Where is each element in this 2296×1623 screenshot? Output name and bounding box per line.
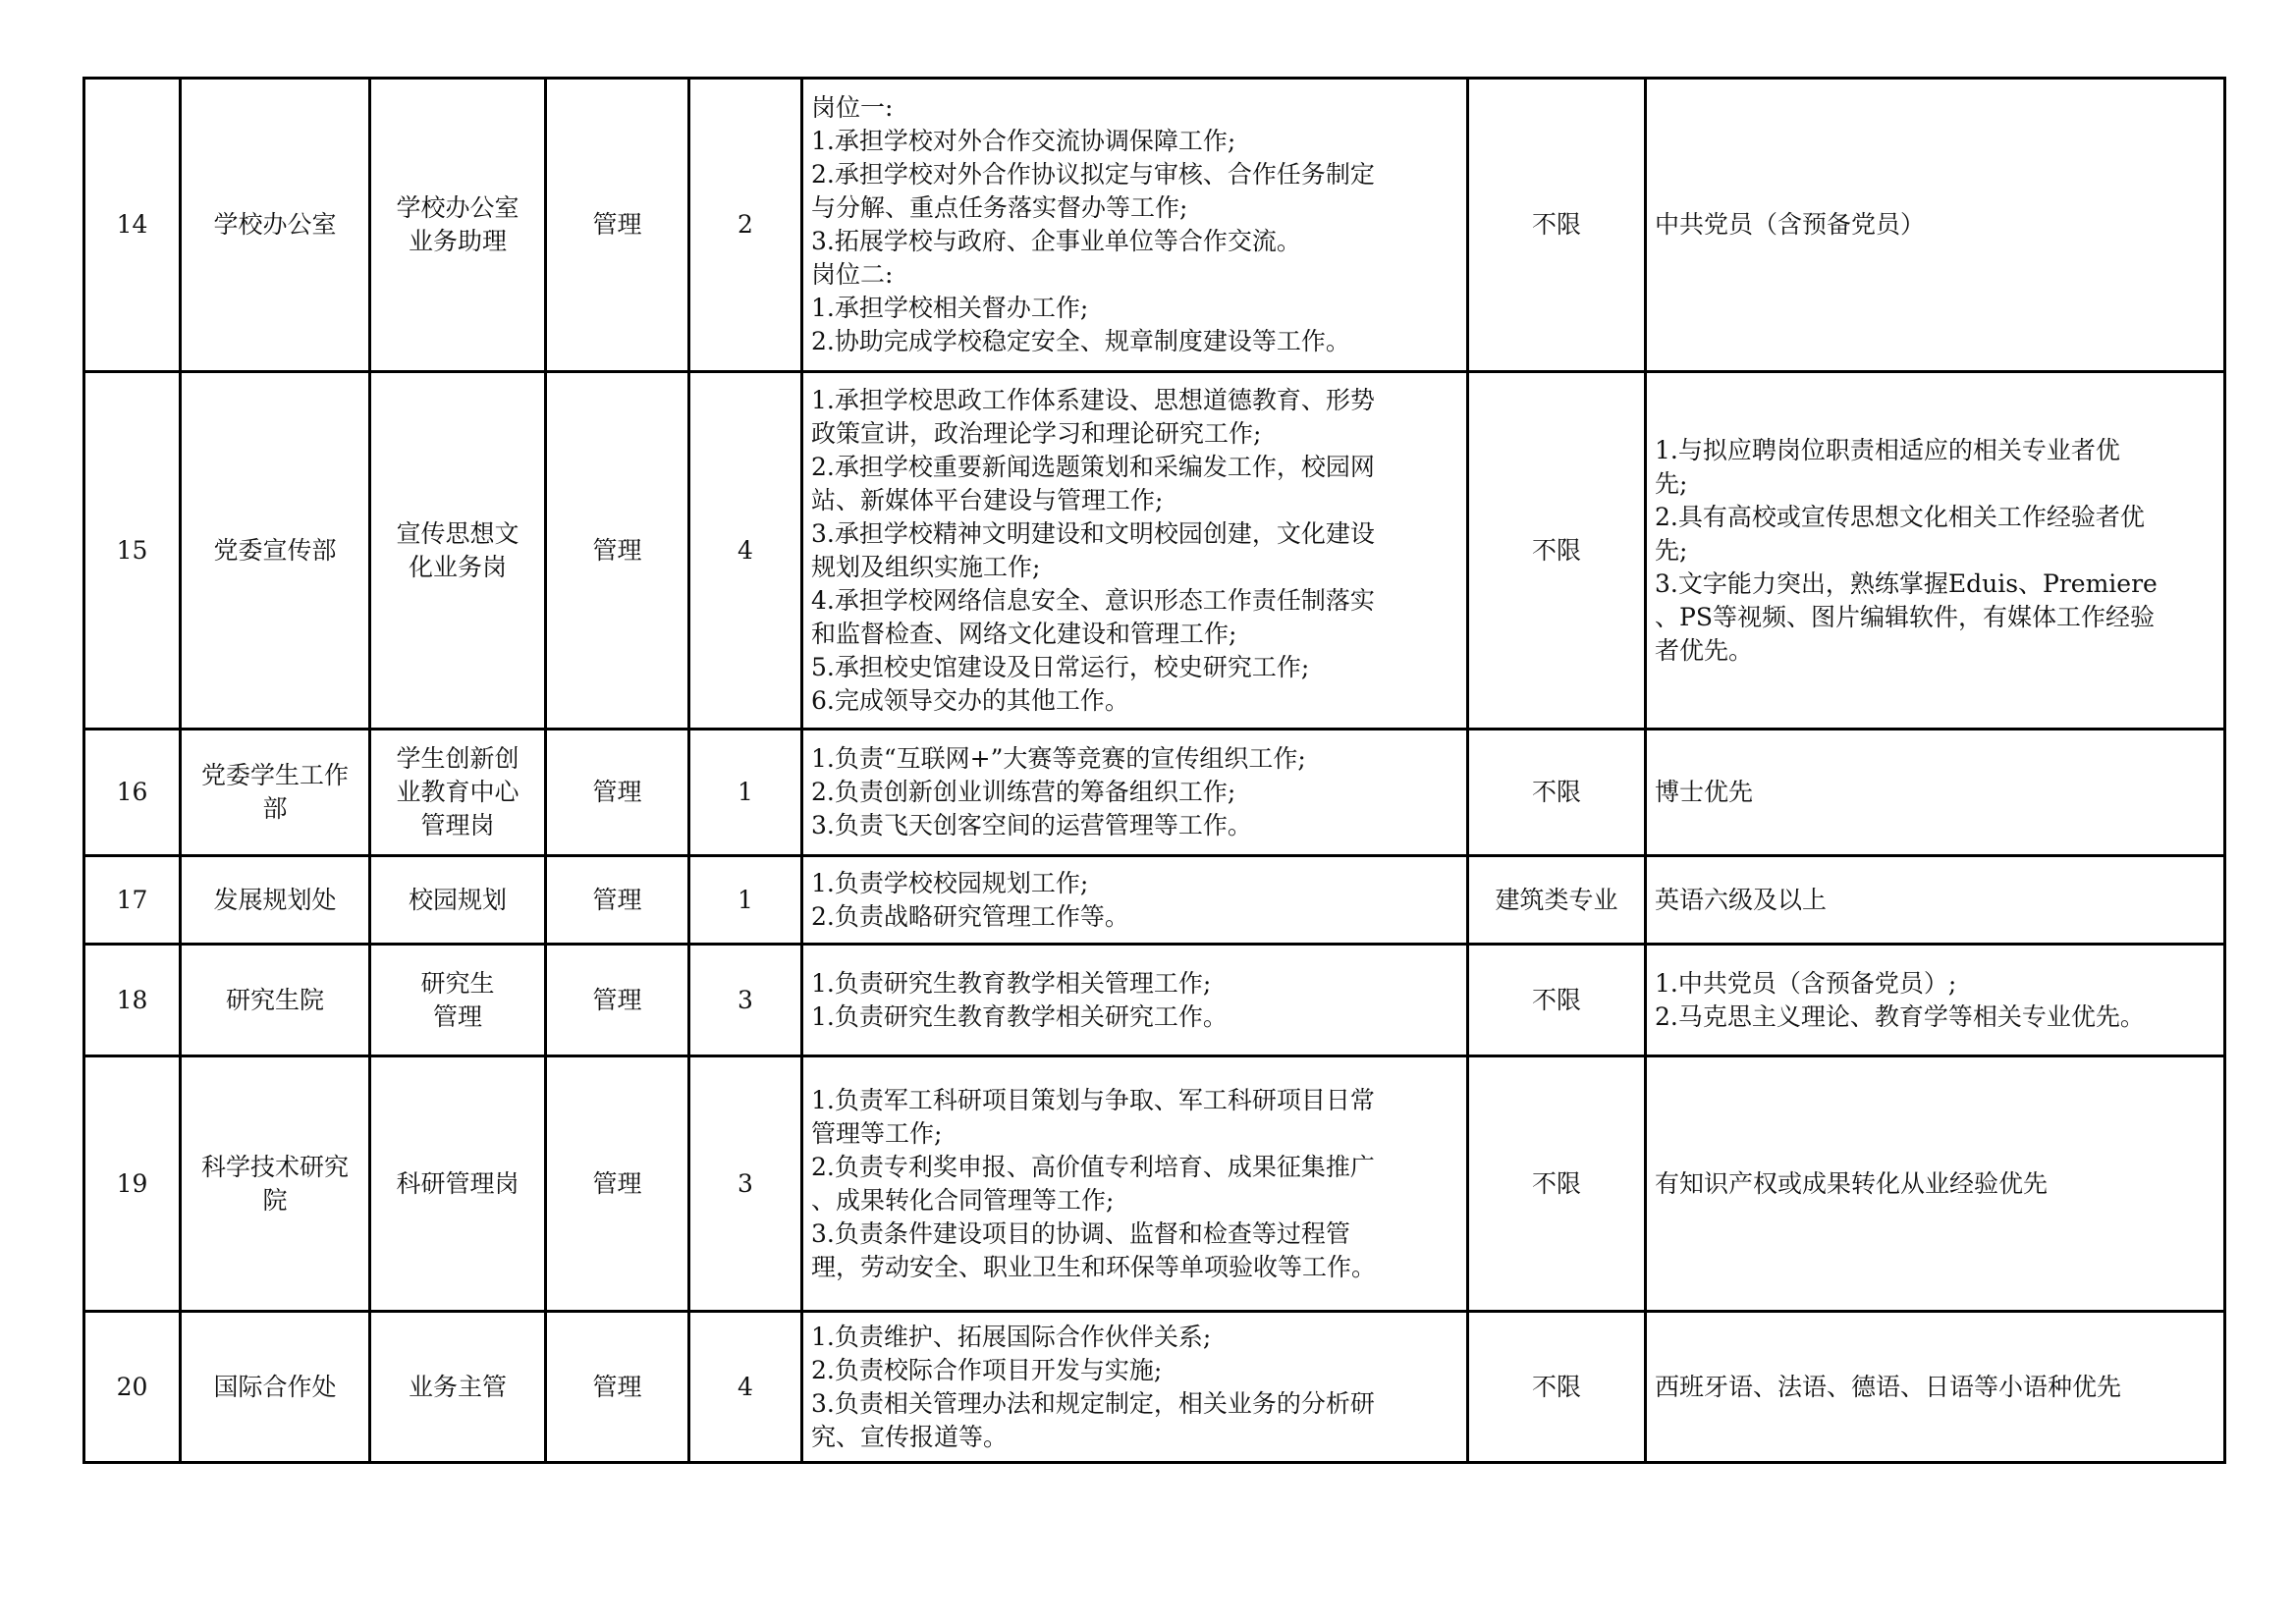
table-row (84, 372, 2225, 730)
duties-cell (802, 79, 1468, 372)
post-category-cell: 管理 (546, 1312, 689, 1463)
duties-cell (802, 730, 1468, 856)
duties-cell-line: 1.承担学校相关督办工作; (811, 294, 1089, 322)
department-cell-line: 院 (262, 1185, 288, 1215)
duties-cell-line: 1.负责维护、拓展国际合作伙伴关系; (811, 1322, 1212, 1351)
post-name-cell-line: 学校办公室 (396, 193, 519, 222)
department-cell-line: 科学技术研究 (200, 1152, 349, 1181)
requirements-cell-line: 1.与拟应聘岗位职责相适应的相关专业者优 (1655, 435, 2120, 464)
requirements-cell (1646, 1056, 2225, 1312)
post-name-cell-line: 科研管理岗 (396, 1168, 519, 1198)
row-number: 15 (84, 372, 181, 730)
major-cell: 不限 (1468, 79, 1646, 372)
duties-cell-line: 5.承担校史馆建设及日常运行，校史研究工作; (811, 652, 1310, 681)
duties-cell (802, 1312, 1468, 1463)
post-category-cell: 管理 (546, 79, 689, 372)
post-name-cell-line: 管理岗 (420, 811, 495, 839)
department-cell (181, 79, 370, 372)
duties-cell-line: 岗位一: (811, 93, 894, 122)
department-cell-line: 国际合作处 (213, 1372, 337, 1401)
department-cell-line: 部 (262, 794, 288, 823)
requirements-cell-line: 3.文字能力突出，熟练掌握Eduis、Premiere (1655, 568, 2158, 598)
post-name-cell-line: 管理 (432, 1001, 482, 1031)
requirements-cell (1646, 856, 2225, 945)
duties-cell-line: 究、宣传报道等。 (811, 1422, 1009, 1451)
duties-cell-line: 岗位二: (811, 260, 894, 289)
duties-cell-line: 2.负责战略研究管理工作等。 (811, 901, 1129, 931)
major-cell: 不限 (1468, 730, 1646, 856)
headcount-cell: 4 (689, 1312, 802, 1463)
post-category-cell: 管理 (546, 372, 689, 730)
duties-cell-line: 和监督检查、网络文化建设和管理工作; (811, 619, 1237, 648)
post-name-cell (370, 730, 546, 856)
requirements-cell-line: 西班牙语、法语、德语、日语等小语种优先 (1655, 1372, 2122, 1401)
post-name-cell (370, 1312, 546, 1463)
requirements-cell-line: 博士优先 (1655, 778, 1754, 806)
requirements-cell-line: 、PS等视频、图片编辑软件，有媒体工作经验 (1655, 602, 2155, 631)
requirements-cell (1646, 945, 2225, 1056)
requirements-cell (1646, 372, 2225, 730)
duties-cell-line: 1.承担学校对外合作交流协调保障工作; (811, 127, 1236, 155)
row-number: 17 (84, 856, 181, 945)
duties-cell-line: 与分解、重点任务落实督办等工作; (811, 193, 1188, 222)
duties-cell-line: 规划及组织实施工作; (811, 552, 1041, 581)
requirements-cell-line: 2.马克思主义理论、教育学等相关专业优先。 (1655, 1001, 2145, 1031)
duties-cell-line: 3.承担学校精神文明建设和文明校园创建，文化建设 (811, 518, 1375, 548)
row-number: 14 (84, 79, 181, 372)
duties-cell-line: 2.负责校际合作项目开发与实施; (811, 1355, 1163, 1384)
post-category-cell: 管理 (546, 1056, 689, 1312)
row-number: 19 (84, 1056, 181, 1312)
table-row (84, 730, 2225, 856)
row-number: 20 (84, 1312, 181, 1463)
duties-cell-line: 3.拓展学校与政府、企事业单位等合作交流。 (811, 227, 1301, 255)
post-name-cell (370, 372, 546, 730)
department-cell-line: 党委学生工作 (200, 761, 349, 789)
duties-cell-line: 理，劳动安全、职业卫生和环保等单项验收等工作。 (811, 1252, 1377, 1281)
post-name-cell-line: 业务助理 (408, 227, 507, 255)
post-name-cell (370, 945, 546, 1056)
department-cell (181, 1312, 370, 1463)
department-cell (181, 945, 370, 1056)
table-row (84, 1312, 2225, 1463)
table-row (84, 79, 2225, 372)
duties-cell-line: 2.负责创新创业训练营的筹备组织工作; (811, 778, 1236, 806)
post-name-cell-line: 化业务岗 (408, 552, 507, 581)
post-name-cell (370, 79, 546, 372)
duties-cell (802, 945, 1468, 1056)
duties-cell-line: 、成果转化合同管理等工作; (811, 1185, 1115, 1215)
duties-cell-line: 政策宣讲，政治理论学习和理论研究工作; (811, 418, 1262, 448)
post-name-cell-line: 业务主管 (408, 1372, 507, 1401)
post-name-cell-line: 学生创新创 (396, 744, 519, 773)
department-cell-line: 学校办公室 (213, 210, 337, 239)
duties-cell-line: 3.负责条件建设项目的协调、监督和检查等过程管 (811, 1218, 1350, 1248)
duties-cell-line: 1.负责学校校园规划工作; (811, 868, 1089, 897)
requirements-cell-line: 先; (1655, 468, 1688, 498)
requirements-cell (1646, 730, 2225, 856)
duties-cell-line: 1.负责“互联网+”大赛等竞赛的宣传组织工作; (811, 744, 1306, 773)
requirements-cell-line: 先; (1655, 535, 1688, 565)
duties-cell-line: 2.承担学校对外合作协议拟定与审核、合作任务制定 (811, 160, 1375, 189)
requirements-cell-line: 中共党员（含预备党员） (1655, 210, 1926, 239)
post-name-cell (370, 856, 546, 945)
duties-cell-line: 1.承担学校思政工作体系建设、思想道德教育、形势 (811, 385, 1375, 414)
requirements-cell-line: 2.具有高校或宣传思想文化相关工作经验者优 (1655, 502, 2145, 531)
duties-cell-line: 2.承担学校重要新闻选题策划和采编发工作，校园网 (811, 452, 1375, 481)
duties-cell-line: 1.负责研究生教育教学相关研究工作。 (811, 1001, 1228, 1031)
major-cell: 不限 (1468, 372, 1646, 730)
duties-cell-line: 站、新媒体平台建设与管理工作; (811, 485, 1164, 514)
department-cell (181, 856, 370, 945)
post-name-cell (370, 1056, 546, 1312)
requirements-cell-line: 者优先。 (1655, 635, 1754, 665)
post-name-cell-line: 校园规划 (408, 885, 507, 914)
requirements-cell-line: 英语六级及以上 (1655, 885, 1828, 914)
duties-cell-line: 2.负责专利奖申报、高价值专利培育、成果征集推广 (811, 1152, 1375, 1181)
row-number: 18 (84, 945, 181, 1056)
table-row (84, 945, 2225, 1056)
table-row (84, 856, 2225, 945)
department-cell-line: 研究生院 (225, 985, 324, 1014)
row-number: 16 (84, 730, 181, 856)
post-category-cell: 管理 (546, 730, 689, 856)
major-cell: 不限 (1468, 1056, 1646, 1312)
duties-cell-line: 2.协助完成学校稳定安全、规章制度建设等工作。 (811, 327, 1350, 355)
duties-cell (802, 856, 1468, 945)
requirements-cell (1646, 1312, 2225, 1463)
requirements-cell (1646, 79, 2225, 372)
major-cell: 不限 (1468, 945, 1646, 1056)
headcount-cell: 1 (689, 730, 802, 856)
headcount-cell: 4 (689, 372, 802, 730)
headcount-cell: 3 (689, 945, 802, 1056)
major-cell: 建筑类专业 (1468, 856, 1646, 945)
department-cell-line: 党委宣传部 (213, 535, 337, 565)
post-category-cell: 管理 (546, 945, 689, 1056)
duties-cell-line: 1.负责军工科研项目策划与争取、军工科研项目日常 (811, 1085, 1375, 1114)
headcount-cell: 2 (689, 79, 802, 372)
department-cell (181, 1056, 370, 1312)
table-row (84, 1056, 2225, 1312)
duties-cell-line: 1.负责研究生教育教学相关管理工作; (811, 968, 1212, 998)
duties-cell-line: 4.承担学校网络信息安全、意识形态工作责任制落实 (811, 585, 1375, 615)
duties-cell-line: 3.负责相关管理办法和规定制定，相关业务的分析研 (811, 1388, 1375, 1418)
requirements-cell-line: 1.中共党员（含预备党员）; (1655, 968, 1957, 998)
department-cell (181, 730, 370, 856)
duties-cell (802, 372, 1468, 730)
duties-cell (802, 1056, 1468, 1312)
headcount-cell: 1 (689, 856, 802, 945)
post-name-cell-line: 宣传思想文 (396, 518, 519, 548)
duties-cell-line: 管理等工作; (811, 1118, 943, 1148)
duties-cell-line: 6.完成领导交办的其他工作。 (811, 685, 1129, 715)
requirements-cell-line: 有知识产权或成果转化从业经验优先 (1655, 1168, 2049, 1198)
department-cell-line: 发展规划处 (213, 885, 337, 914)
table-body (84, 79, 2225, 1463)
department-cell (181, 372, 370, 730)
headcount-cell: 3 (689, 1056, 802, 1312)
major-cell: 不限 (1468, 1312, 1646, 1463)
post-category-cell: 管理 (546, 856, 689, 945)
recruitment-table (82, 77, 2226, 1464)
post-name-cell-line: 研究生 (420, 968, 495, 998)
duties-cell-line: 3.负责飞天创客空间的运营管理等工作。 (811, 811, 1252, 839)
post-name-cell-line: 业教育中心 (396, 778, 519, 806)
